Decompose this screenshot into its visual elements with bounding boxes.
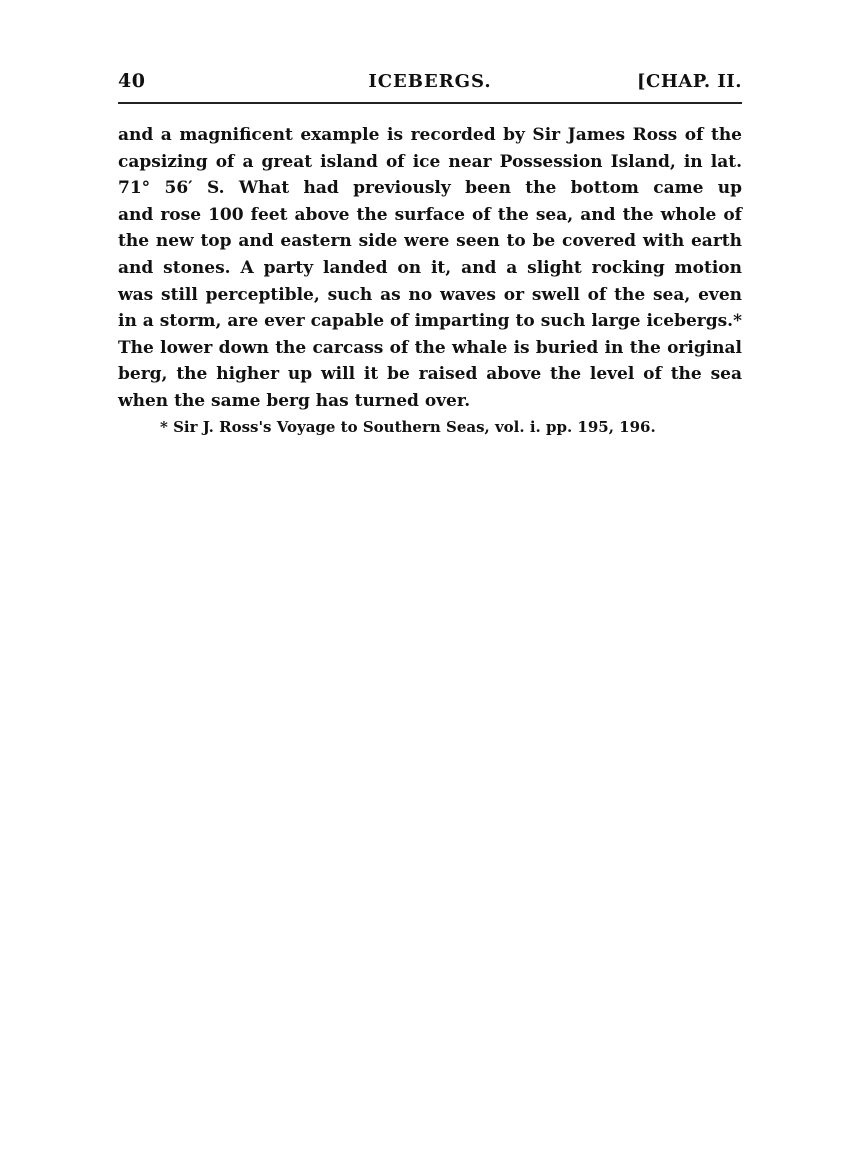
book-page — [118, 62, 742, 436]
chapter-reference: [CHAP. II. — [636, 71, 742, 92]
running-title: ICEBERGS. — [368, 71, 492, 92]
page-number: 40 — [118, 70, 146, 92]
text-line: and stones. A party landed on it, and a slight rocking motion — [118, 257, 742, 278]
body-paragraph — [118, 122, 742, 415]
running-head — [118, 62, 742, 98]
text-line: capsizing of a great island of ice near Possession Island, in lat. — [118, 151, 742, 172]
footnote: * Sir J. Ross's Voyage to Southern Seas, vol. i. pp. 195, 196. — [160, 418, 656, 436]
text-line: in a storm, are ever capable of imparting to such large icebergs.* — [118, 311, 742, 332]
text-line: the new top and eastern side were seen to be covered with earth — [118, 231, 742, 252]
text-line: was still perceptible, such as no waves or swell of the sea, even — [118, 284, 742, 305]
text-line: berg, the higher up will it be raised above the level of the sea — [118, 364, 742, 385]
text-line: when the same berg has turned over. — [118, 390, 471, 411]
text-line: and rose 100 feet above the surface of the sea, and the whole of — [118, 204, 742, 225]
text-line: 71° 56′ S. What had previously been the bottom came up — [118, 178, 742, 199]
header-rule — [118, 102, 742, 104]
text-line: and a magnificent example is recorded by Sir James Ross of the — [118, 125, 742, 145]
text-line: The lower down the carcass of the whale is buried in the original — [118, 337, 742, 358]
